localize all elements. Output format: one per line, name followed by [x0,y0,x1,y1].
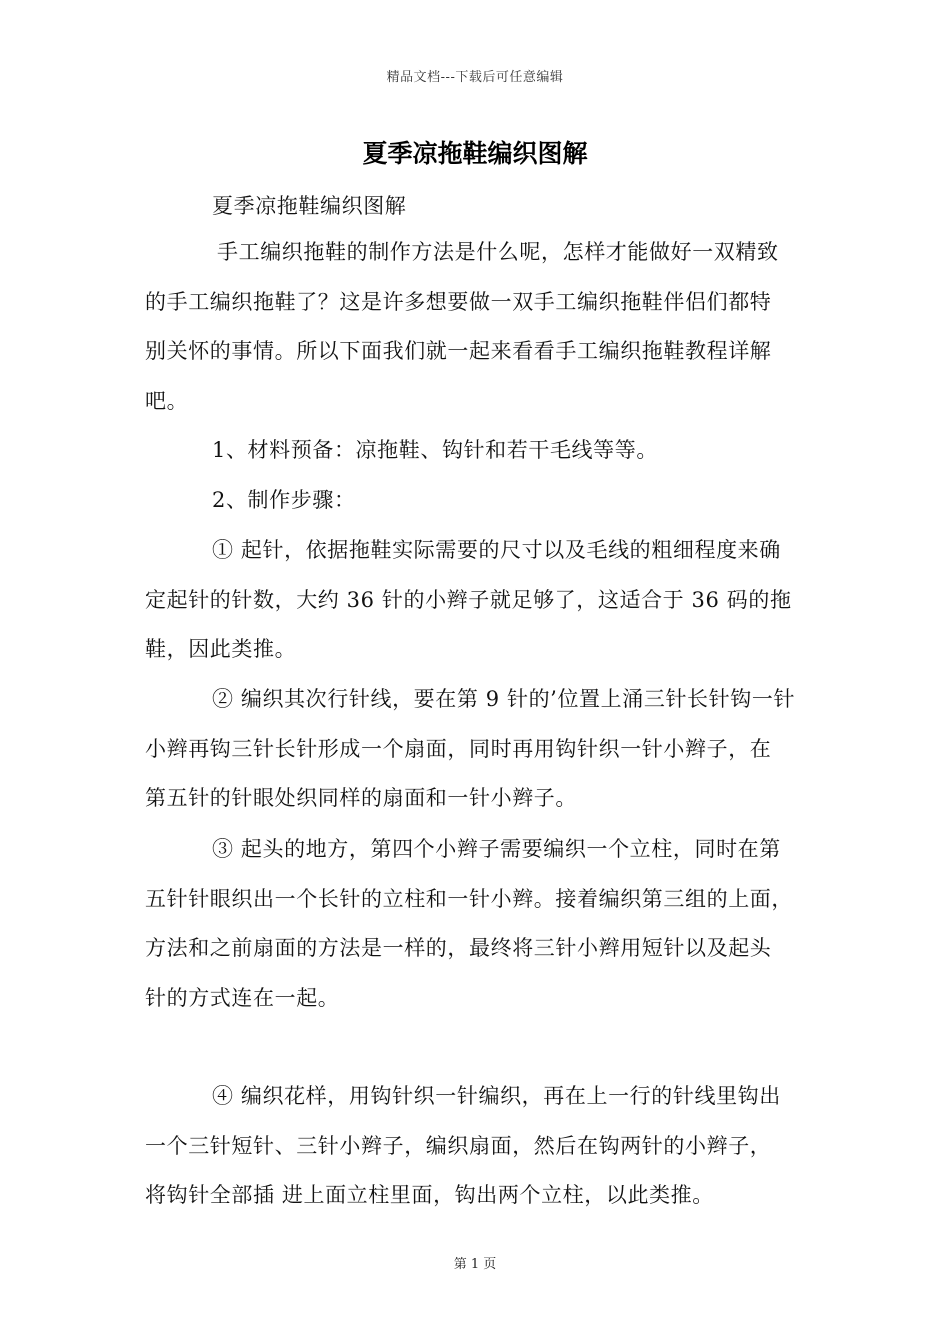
paragraph-line: ③ 起头的地方，第四个小辫子需要编织一个立柱，同时在第 [212,837,781,861]
paragraph-line: ① 起针，依据拖鞋实际需要的尺寸以及毛线的粗细程度来确 [212,538,781,562]
page-number: 第 1 页 [453,1257,497,1272]
paragraph-line: ④ 编织花样，用钩针织一针编织，再在上一行的针线里钩出 [212,1084,781,1108]
paragraph-line: ② 编织其次行针线，要在第 9 针的’位置上涌三针长针钩一针 [212,687,796,711]
intro-paragraph [145,228,817,426]
header-note: 精品文档---下载后可任意编辑 [386,70,564,85]
paragraph-line: 手工编织拖鞋的制作方法是什么呢，怎样才能做好一双精致 [217,240,779,264]
document-title: 夏季凉拖鞋编织图解 [362,139,588,168]
paragraph-line: 夏季凉拖鞋编织图解 [212,194,407,218]
paragraph-line: 小辫再钩三针长针形成一个扇面，同时再用钩针织一针小辫子，在 [145,736,772,761]
paragraph-line: 将钩针全部插 进上面立柱里面，钩出两个立柱，以此类推。 [145,1183,714,1207]
paragraph-line: 方法和之前扇面的方法是一样的，最终将三针小辫用短针以及起头 [145,936,772,960]
paragraph-line: 1、材料预备：凉拖鞋、钩针和若干毛线等等。 [212,438,658,462]
paragraph-line: 第五针的针眼处织同样的扇面和一针小辫子。 [145,786,577,810]
step-3-paragraph [145,825,817,1023]
paragraph-line: 定起针的针数，大约 36 针的小辫子就足够了，这适合于 36 码的拖 [145,587,792,612]
steps-heading [145,476,817,526]
paragraph-line: 鞋，因此类推。 [145,637,297,661]
paragraph-line: 别关怀的事情。所以下面我们就一起来看看手工编织拖鞋教程详解 [145,339,772,363]
materials-paragraph [145,426,817,476]
paragraph-line: 吧。 [145,388,189,413]
paragraph-line: 五针针眼织出一个长针的立柱和一针小辫。接着编织第三组的上面， [145,886,793,911]
paragraph-line: 针的方式连在一起。 [145,985,340,1010]
subtitle-paragraph [145,182,817,232]
paragraph-line: 2、制作步骤： [212,488,356,512]
paragraph-line: 的手工编织拖鞋了？这是许多想要做一双手工编织拖鞋伴侣们都特 [145,289,772,314]
step-2-paragraph [145,675,817,824]
step-4-paragraph [145,1072,817,1221]
paragraph-line: 一个三针短针、三针小辫子，编织扇面，然后在钩两针的小辫子， [145,1133,772,1158]
step-1-paragraph [145,526,817,675]
